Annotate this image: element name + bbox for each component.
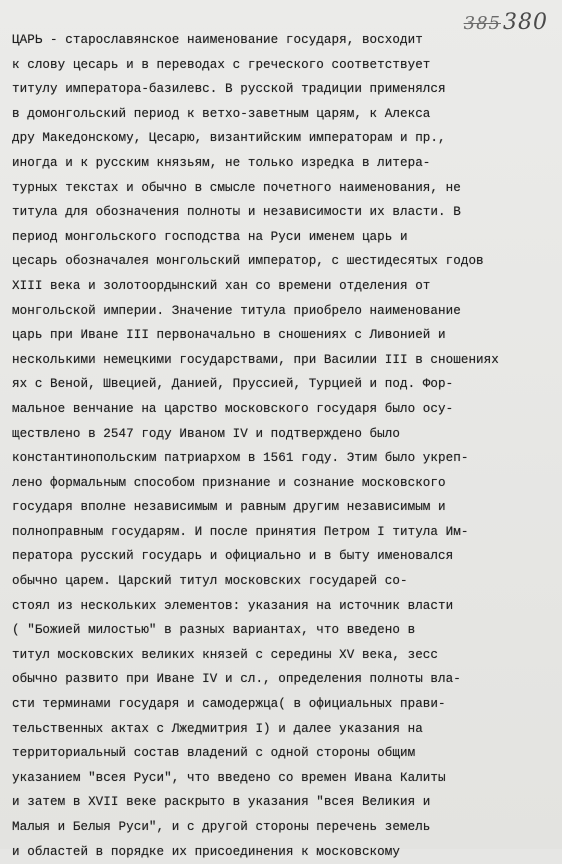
text-line: константинопольским патриархом в 1561 году. Этим было укреп-: [12, 451, 469, 466]
text-line: царь при Иване III первоначально в сношениях с Ливонией и: [12, 328, 446, 343]
text-line: мальное венчание на царство московского государя было осу-: [12, 401, 454, 416]
text-line: иногда и к русским князьям, не только изредка в литера-: [12, 155, 431, 170]
text-line: ях с Веной, Швецией, Данией, Пруссией, Турцией и под. Фор-: [12, 377, 454, 392]
text-line: стоял из нескольких элементов: указания на источник власти: [12, 598, 454, 613]
text-line: ществлено в 2547 году Иваном IV и подтверждено было: [12, 426, 400, 441]
text-line: и областей в порядке их присоединения к московскому: [12, 844, 400, 859]
text-line: обычно царем. Царский титул московских государей со-: [12, 574, 408, 589]
text-line: ператора русский государь и официально и в быту именовался: [12, 549, 454, 564]
text-line: сти терминами государя и самодержца( в официальных прави-: [12, 697, 446, 712]
text-line: к слову цесарь и в переводах с греческого соответствует: [12, 57, 431, 72]
text-line: и затем в XVII веке раскрыто в указания "всея Великия и: [12, 795, 431, 810]
page-number-old: 385: [463, 13, 501, 34]
text-line: титула для обозначения полноты и независимости их власти. В: [12, 205, 461, 220]
text-line: монгольской империи. Значение титула приобрело наименование: [12, 303, 461, 318]
text-line: титулу императора-базилевс. В русской традиции применялся: [12, 82, 446, 97]
text-line: территориальный состав владений с одной стороны общим: [12, 746, 416, 761]
text-line: в домонгольский период к ветхо-заветным царям, к Алекса: [12, 106, 431, 121]
text-line: цесарь обозначалея монгольский император, с шестидесятых годов: [12, 254, 484, 269]
text-line: дру Македонскому, Цесарю, византийским императорам и пр.,: [12, 131, 446, 146]
text-line: ЦАРЬ - старославянское наименование государя, восходит: [12, 33, 423, 47]
text-line: XIII века и золотоордынский хан со времени отделения от: [12, 278, 431, 293]
text-line: Малыя и Белыя Руси", и с другой стороны перечень земель: [12, 820, 431, 834]
text-line: ( "Божией милостью" в разных вариантах, что введено в: [12, 623, 416, 638]
text-line: тельственных актах с Лжедмитрия I) и далее указания на: [12, 721, 423, 736]
text-line: лено формальным способом признание и сознание московского: [12, 475, 446, 490]
text-line: обычно развито при Иване IV и сл., определения полноты вла-: [12, 672, 461, 687]
text-line: турных текстах и обычно в смысле почетного наименования, не: [12, 180, 461, 195]
text-body: [12, 28, 556, 864]
text-line: указанием "всея Руси", что введено со времен Ивана Калиты: [12, 770, 446, 785]
text-line: период монгольского господства на Руси именем царь и: [12, 229, 408, 244]
page-number-new: 380: [503, 10, 548, 35]
text-line: полноправным государям. И после принятия Петром I титула Им-: [12, 524, 469, 539]
text-line: титул московских великих князей с середины XV века, зесс: [12, 647, 439, 662]
text-line: несколькими немецкими государствами, при Василии III в сношениях: [12, 352, 499, 367]
text-line: государя вполне независимым и равным другим независимым и: [12, 500, 446, 515]
